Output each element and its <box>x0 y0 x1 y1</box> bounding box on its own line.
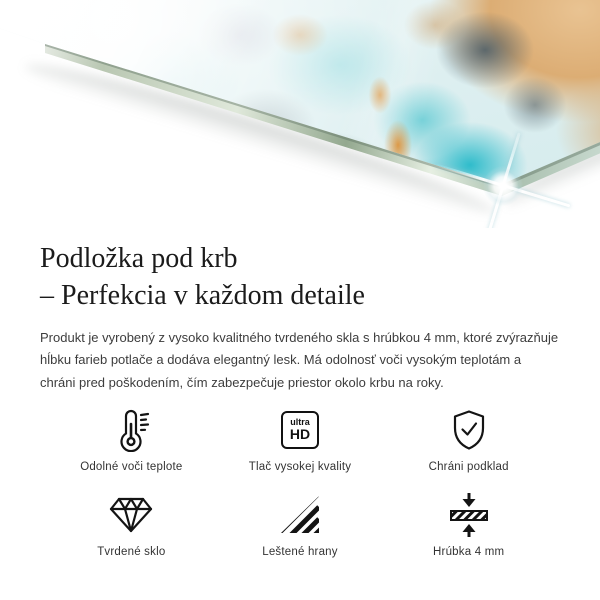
page-title <box>40 241 560 315</box>
feature-label: Tlač vysokej kvality <box>248 460 352 473</box>
feature-label: Odolné voči teplote <box>80 460 183 473</box>
ultra-hd-badge-bottom: HD <box>289 426 311 443</box>
ultra-hd-badge-top: ultra <box>290 417 310 428</box>
product-image <box>0 0 600 228</box>
thickness-press-icon <box>447 493 491 537</box>
feature-tempered-glass <box>47 493 216 558</box>
glass-panel-artwork <box>0 0 600 210</box>
title-line-2: – Perfekcia v každom detaile <box>40 279 365 311</box>
ultra-hd-badge <box>281 411 319 449</box>
feature-protects-surface <box>384 408 553 473</box>
feature-thickness <box>384 493 553 558</box>
product-info-section <box>0 228 600 558</box>
feature-label: Leštené hrany <box>262 545 338 558</box>
title-line-1: Podložka pod krb <box>40 243 238 274</box>
feature-label: Chráni podklad <box>428 460 509 473</box>
feature-print-quality <box>216 408 385 473</box>
feature-grid <box>47 408 553 558</box>
feature-label: Hrúbka 4 mm <box>433 545 505 558</box>
shield-check-icon <box>450 408 488 452</box>
diamond-icon <box>108 493 154 537</box>
feature-polished-edges <box>216 493 385 558</box>
product-description: Produkt je vyrobený z vysoko kvalitného tvrdeného skla s hrúbkou 4 mm, ktoré zvýrazňuje hĺbku farieb potlače a dodáva elegantný lesk. Má odolnosť voči vysokým teplotám a chráni pred poškodením, čím zabezpečuje priestor okolo krbu na roky. <box>40 329 559 390</box>
feature-heat-resistant <box>47 408 216 473</box>
thermometer-icon <box>110 408 152 452</box>
feature-label: Tvrdené sklo <box>97 545 166 558</box>
polished-edges-icon <box>279 493 321 537</box>
ultra-hd-icon <box>281 408 319 452</box>
